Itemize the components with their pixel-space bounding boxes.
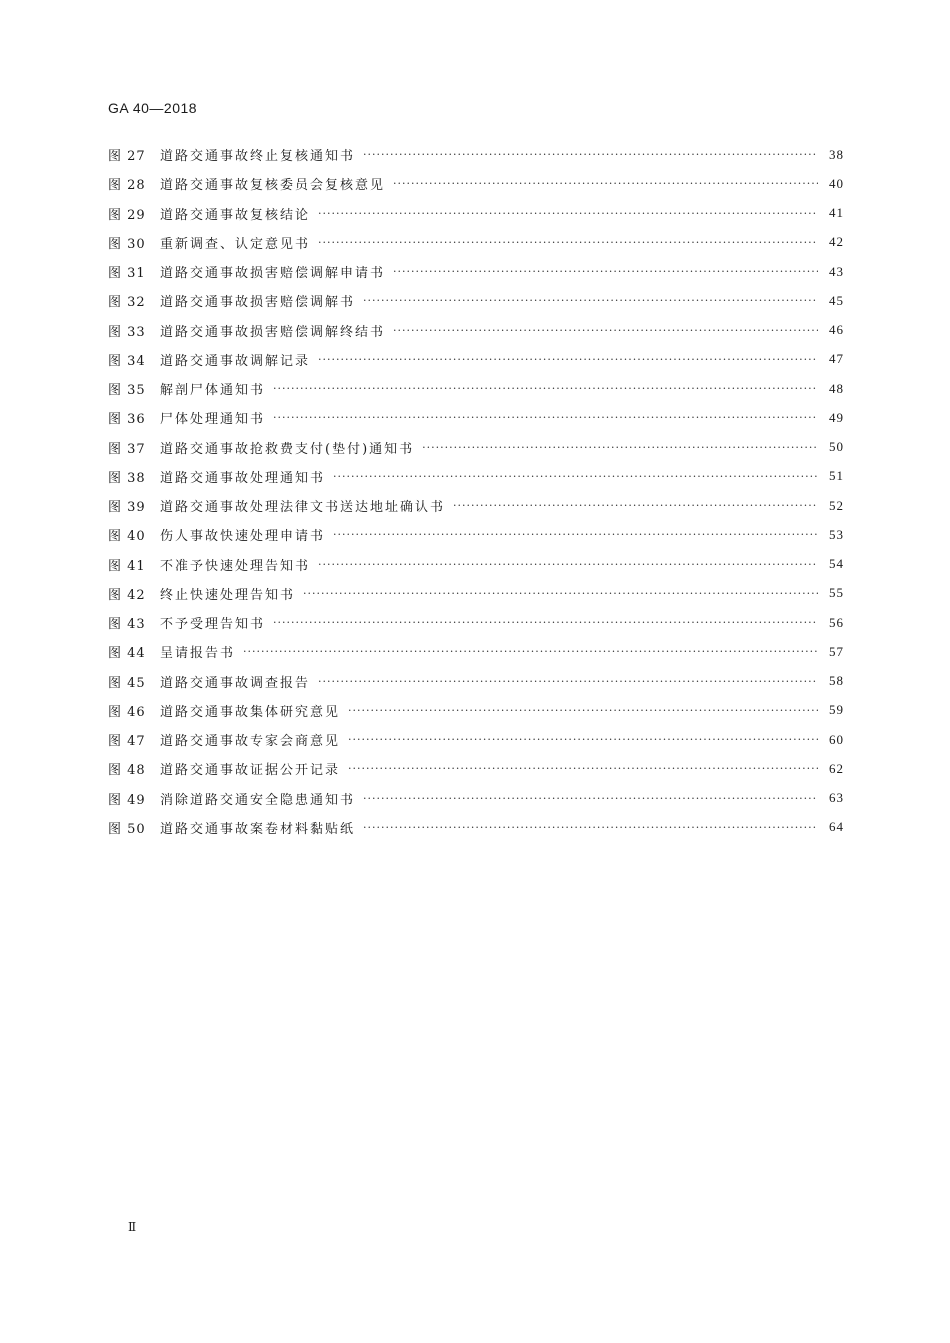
- figure-number: 图 49: [108, 792, 146, 808]
- page-number: 62: [829, 760, 844, 776]
- toc-entry: [108, 257, 844, 286]
- toc-entry: [108, 784, 844, 813]
- figure-number: 图 30: [108, 236, 146, 252]
- figure-title: 道路交通事故复核委员会复核意见: [160, 178, 386, 194]
- figure-title: 不准予快速处理告知书: [160, 558, 311, 574]
- figure-title: 呈请报告书: [160, 646, 236, 662]
- toc-entry: [108, 608, 844, 637]
- figure-title: 道路交通事故处理通知书: [160, 470, 326, 486]
- page-number: 63: [829, 790, 844, 806]
- page-number: 56: [829, 614, 844, 630]
- figure-number: 图 36: [108, 412, 146, 428]
- toc-entry: [108, 462, 844, 491]
- toc-entry: [108, 491, 844, 520]
- toc-entry: [108, 725, 844, 754]
- page-numeral: Ⅱ: [128, 1220, 137, 1234]
- toc-entry: [108, 667, 844, 696]
- page-number: 50: [829, 439, 844, 455]
- figure-number: 图 37: [108, 441, 146, 457]
- figure-number: 图 32: [108, 295, 146, 311]
- dot-leader: [318, 236, 818, 249]
- toc-entry: [108, 140, 844, 169]
- toc-entry: [108, 403, 844, 432]
- page-number: 60: [829, 731, 844, 747]
- figure-title: 道路交通事故调查报告: [160, 675, 311, 691]
- dot-leader: [348, 762, 818, 775]
- dot-leader: [393, 177, 818, 190]
- page-number: 48: [829, 380, 844, 396]
- figure-number: 图 44: [108, 646, 146, 662]
- figure-number: 图 46: [108, 704, 146, 720]
- figure-title: 道路交通事故抢救费支付(垫付)通知书: [160, 441, 415, 457]
- page-number: 52: [829, 497, 844, 513]
- page-number: 47: [829, 351, 844, 367]
- page-number: 57: [829, 643, 844, 659]
- toc-entry: [108, 520, 844, 549]
- figure-number: 图 50: [108, 821, 146, 837]
- dot-leader: [318, 207, 818, 220]
- dot-leader: [273, 616, 818, 629]
- page-number: 58: [829, 673, 844, 689]
- dot-leader: [348, 704, 818, 717]
- page-number: 45: [829, 292, 844, 308]
- figure-number: 图 28: [108, 178, 146, 194]
- figure-number: 图 34: [108, 353, 146, 369]
- figure-number: 图 39: [108, 500, 146, 516]
- toc-entry: [108, 228, 844, 257]
- figure-number: 图 33: [108, 324, 146, 340]
- toc-entry: [108, 550, 844, 579]
- page-number: 51: [829, 468, 844, 484]
- figure-title: 解剖尸体通知书: [160, 383, 266, 399]
- dot-leader: [333, 528, 818, 541]
- toc-entry: [108, 637, 844, 666]
- figure-number: 图 47: [108, 734, 146, 750]
- toc-entry: [108, 696, 844, 725]
- dot-leader: [453, 499, 818, 512]
- figure-title: 伤人事故快速处理申请书: [160, 529, 326, 545]
- dot-leader: [393, 324, 818, 337]
- dot-leader: [333, 470, 818, 483]
- table-of-figures: [108, 140, 844, 842]
- figure-title: 道路交通事故证据公开记录: [160, 763, 341, 779]
- figure-title: 道路交通事故终止复核通知书: [160, 149, 356, 165]
- dot-leader: [363, 294, 818, 307]
- figure-title: 道路交通事故复核结论: [160, 207, 311, 223]
- figure-title: 道路交通事故损害赔偿调解终结书: [160, 324, 386, 340]
- figure-title: 终止快速处理告知书: [160, 587, 296, 603]
- page-number: 42: [829, 234, 844, 250]
- dot-leader: [363, 148, 818, 161]
- page-number: 46: [829, 322, 844, 338]
- figure-title: 尸体处理通知书: [160, 412, 266, 428]
- figure-title: 道路交通事故调解记录: [160, 353, 311, 369]
- figure-title: 重新调查、认定意见书: [160, 236, 311, 252]
- figure-title: 道路交通事故损害赔偿调解书: [160, 295, 356, 311]
- figure-title: 道路交通事故损害赔偿调解申请书: [160, 266, 386, 282]
- dot-leader: [363, 792, 818, 805]
- figure-number: 图 38: [108, 470, 146, 486]
- dot-leader: [318, 675, 818, 688]
- toc-entry: [108, 433, 844, 462]
- dot-leader: [243, 645, 818, 658]
- figure-title: 道路交通事故案卷材料黏贴纸: [160, 821, 356, 837]
- dot-leader: [318, 353, 818, 366]
- toc-entry: [108, 754, 844, 783]
- toc-entry: [108, 813, 844, 842]
- dot-leader: [363, 821, 818, 834]
- toc-entry: [108, 286, 844, 315]
- toc-entry: [108, 169, 844, 198]
- figure-number: 图 42: [108, 587, 146, 603]
- dot-leader: [393, 265, 818, 278]
- figure-number: 图 31: [108, 266, 146, 282]
- figure-title: 道路交通事故集体研究意见: [160, 704, 341, 720]
- dot-leader: [273, 382, 818, 395]
- document-code-header: GA 40—2018: [108, 100, 198, 116]
- figure-number: 图 45: [108, 675, 146, 691]
- figure-number: 图 43: [108, 617, 146, 633]
- page-number: 38: [829, 146, 844, 162]
- toc-entry: [108, 316, 844, 345]
- figure-number: 图 41: [108, 558, 146, 574]
- page-number: 40: [829, 175, 844, 191]
- toc-entry: [108, 345, 844, 374]
- page-number: 59: [829, 702, 844, 718]
- page-number: 55: [829, 585, 844, 601]
- dot-leader: [348, 733, 818, 746]
- figure-number: 图 27: [108, 149, 146, 165]
- toc-entry: [108, 199, 844, 228]
- dot-leader: [318, 558, 818, 571]
- page-number: 53: [829, 526, 844, 542]
- figure-number: 图 48: [108, 763, 146, 779]
- page-number: 54: [829, 556, 844, 572]
- page-number: 49: [829, 409, 844, 425]
- figure-number: 图 40: [108, 529, 146, 545]
- figure-title: 道路交通事故专家会商意见: [160, 734, 341, 750]
- page-number: 41: [829, 205, 844, 221]
- page-number: 43: [829, 263, 844, 279]
- figure-number: 图 29: [108, 207, 146, 223]
- toc-entry: [108, 374, 844, 403]
- dot-leader: [273, 411, 818, 424]
- page-number: 64: [829, 819, 844, 835]
- dot-leader: [303, 587, 818, 600]
- figure-title: 道路交通事故处理法律文书送达地址确认书: [160, 500, 446, 516]
- figure-title: 消除道路交通安全隐患通知书: [160, 792, 356, 808]
- figure-number: 图 35: [108, 383, 146, 399]
- toc-entry: [108, 579, 844, 608]
- figure-title: 不予受理告知书: [160, 617, 266, 633]
- dot-leader: [422, 441, 818, 454]
